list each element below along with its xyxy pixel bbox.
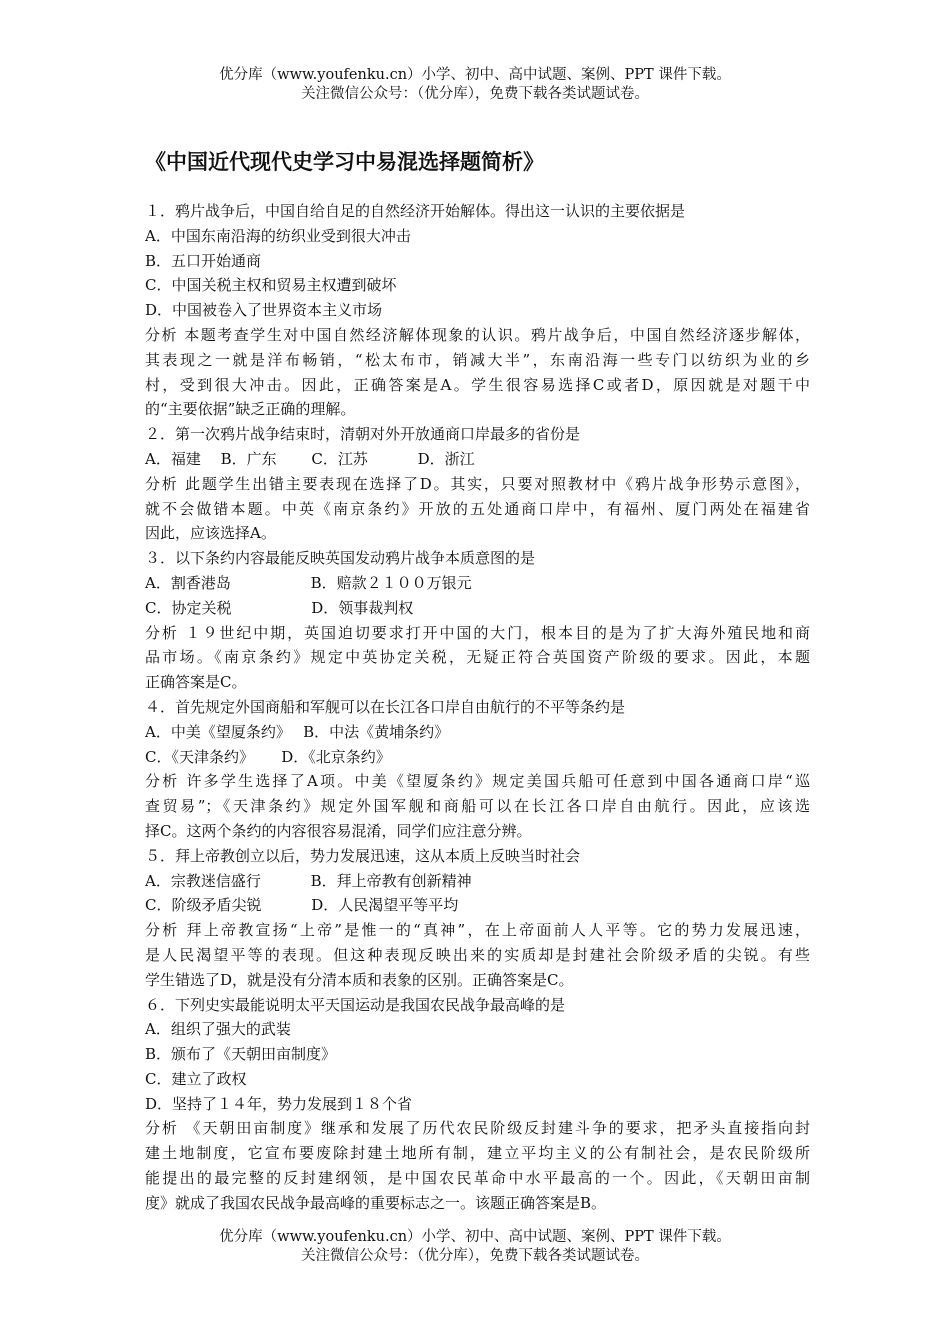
- text-line: 度》就成了我国农民战争最高峰的重要标志之一。该题正确答案是B。: [145, 1193, 607, 1212]
- text-line: 择C。这两个条约的内容很容易混淆，同学们应注意分辨。: [145, 821, 532, 840]
- text-line: 村，受到很大冲击。因此，正确答案是A。学生很容易选择C或者D，原因就是对题干中: [145, 375, 810, 394]
- header-line-2: 关注微信公众号：（优分库），免费下载各类试题试卷。: [301, 86, 649, 102]
- text-line: 分析 此题学生出错主要表现在选择了D。其实，只要对照教材中《鸦片战争形势示意图》，: [145, 474, 810, 493]
- text-line: D．坚持了１４年，势力发展到１８个省: [145, 1094, 413, 1113]
- text-line: A．割香港岛 B．赔款２１００万银元: [145, 573, 472, 592]
- text-line: 因此，应该选择A。: [145, 524, 276, 543]
- text-line: B．五口开始通商: [145, 251, 262, 270]
- text-line: 是人民渴望平等的表现。但这种表现反映出来的实质却是封建社会阶级矛盾的尖锐。有些: [145, 945, 810, 964]
- text-line: C．建立了政权: [145, 1069, 247, 1088]
- text-line: 建土地制度，它宣布要废除封建土地所有制，建立平均主义的公有制社会，是农民阶级所: [145, 1144, 810, 1163]
- text-line: 的“主要依据”缺乏正确的理解。: [145, 400, 356, 419]
- text-line: A．福建 B．广东 C．江苏 D．浙江: [145, 449, 475, 468]
- text-line: A．组织了强大的武装: [145, 1020, 291, 1039]
- footer-line-1: 优分库（www.youfenku.cn）小学、初中、高中试题、案例、PPT 课件下载。: [219, 1229, 731, 1245]
- text-line: A．宗教迷信盛行 B．拜上帝教有创新精神: [145, 871, 472, 890]
- text-line: 学生错选了D，就是没有分清本质和表象的区别。正确答案是C。: [145, 970, 574, 989]
- text-line: C．协定关税 D．领事裁判权: [145, 598, 414, 617]
- text-line: D．中国被卷入了世界资本主义市场: [145, 301, 383, 320]
- text-line: 分析 本题考查学生对中国自然经济解体现象的认识。鸦片战争后，中国自然经济逐步解体，: [145, 325, 810, 344]
- text-line: 就不会做错本题。中英《南京条约》开放的五处通商口岸中，有福州、厦门两处在福建省: [145, 499, 810, 518]
- text-line: C．中国关税主权和贸易主权遭到破坏: [145, 276, 397, 295]
- page-footer: [0, 1228, 950, 1266]
- text-line: ６．下列史实最能说明太平天国运动是我国农民战争最高峰的是: [145, 995, 566, 1014]
- text-line: 品市场。《南京条约》规定中英协定关税，无疑正符合英国资产阶级的要求。因此，本题: [145, 648, 810, 667]
- text-line: 能提出的最完整的反封建纲领，是中国农民革命中水平最高的一个。因此，《天朝田亩制: [145, 1169, 810, 1188]
- document-body: [145, 199, 810, 1216]
- text-line: B．颁布了《天朝田亩制度》: [145, 1045, 337, 1064]
- footer-line-2: 关注微信公众号：（优分库），免费下载各类试题试卷。: [301, 1248, 649, 1264]
- text-line: ４．首先规定外国商船和军舰可以在长江各口岸自由航行的不平等条约是: [145, 697, 626, 716]
- text-line: 分析 《天朝田亩制度》继承和发展了历代农民阶级反封建斗争的要求，把矛头直接指向封: [145, 1119, 810, 1138]
- document-title: 《中国近代现代史学习中易混选择题简析》: [145, 150, 544, 174]
- header-line-1: 优分库（www.youfenku.cn）小学、初中、高中试题、案例、PPT 课件下载。: [219, 67, 731, 83]
- text-line: 分析 １９世纪中期，英国迫切要求打开中国的大门，根本目的是为了扩大海外殖民地和商: [145, 623, 810, 642]
- text-line: ２．第一次鸦片战争结束时，清朝对外开放通商口岸最多的省份是: [145, 425, 581, 444]
- text-line: １．鸦片战争后，中国自给自足的自然经济开始解体。得出这一认识的主要依据是: [145, 202, 686, 220]
- text-line: 分析 拜上帝教宣扬“上帝”是惟一的“真神”，在上帝面前人人平等。它的势力发展迅速，: [145, 921, 810, 940]
- text-line: ５．拜上帝教创立以后，势力发展迅速，这从本质上反映当时社会: [145, 846, 581, 865]
- text-line: ３．以下条约内容最能反映英国发动鸦片战争本质意图的是: [145, 549, 536, 568]
- text-line: C．《天津条约》 D．《北京条约》: [145, 747, 391, 766]
- text-line: 分析 许多学生选择了A项。中美《望厦条约》规定美国兵船可任意到中国各通商口岸“巡: [145, 772, 810, 791]
- text-line: 其表现之一就是洋布畅销，“松太布市，销减大半”，东南沿海一些专门以纺织为业的乡: [145, 350, 810, 369]
- text-line: 正确答案是C。: [145, 673, 247, 692]
- page-header: [0, 66, 950, 104]
- text-line: A．中国东南沿海的纺织业受到很大冲击: [145, 226, 411, 245]
- text-line: 查贸易”；《天津条约》规定外国军舰和商船可以在长江各口岸自由航行。因此，应该选: [145, 797, 810, 816]
- text-line: C．阶级矛盾尖锐 D．人民渴望平等平均: [145, 896, 459, 915]
- text-line: A．中美《望厦条约》 B．中法《黄埔条约》: [145, 722, 450, 741]
